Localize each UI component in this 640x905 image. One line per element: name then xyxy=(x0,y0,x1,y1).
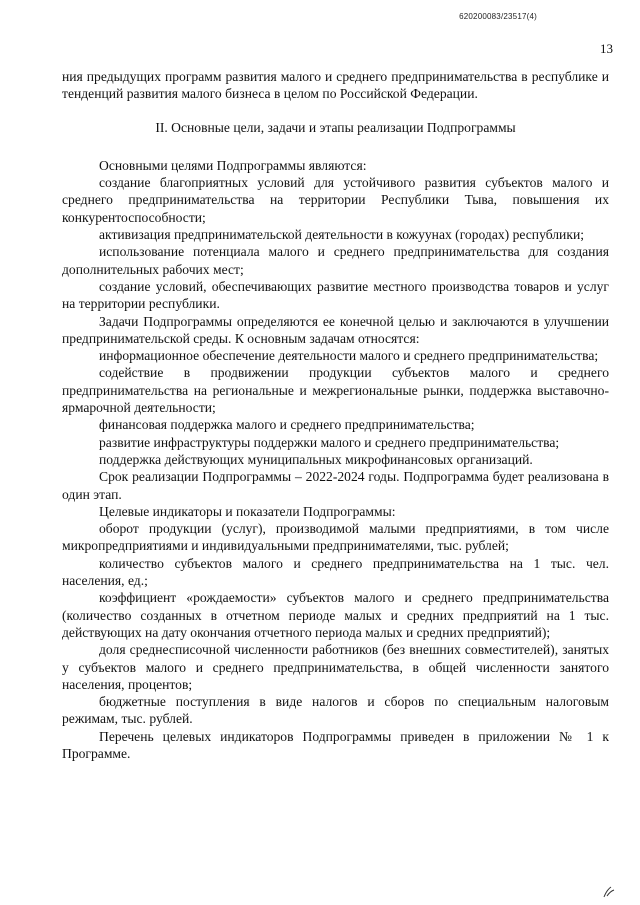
paragraph: поддержка действующих муниципальных микрофинансовых организаций. xyxy=(99,451,533,467)
paragraph: доля среднесписочной численности работников (без внешних совместителей), занятых у субъектов малого и среднего предпринимательства, в общей численности занятого населения, процентов; xyxy=(62,642,609,692)
initials-mark-icon xyxy=(602,885,616,899)
page-number: 13 xyxy=(600,41,613,56)
document-id: 620200083/23517(4) xyxy=(459,12,537,21)
paragraph: бюджетные поступления в виде налогов и сборов по специальным налоговым режимам, тыс. рублей. xyxy=(62,694,609,727)
paragraph: количество субъектов малого и среднего предпринимательства на 1 тыс. чел. населения, ед.; xyxy=(62,555,609,589)
paragraph: активизация предпринимательской деятельности в кожуунах (городах) республики; xyxy=(99,227,584,243)
paragraph: Перечень целевых индикаторов Подпрограммы приведен в приложении № 1 к Программе. xyxy=(62,728,609,761)
paragraph: развитие инфраструктуры поддержки малого и среднего предпринимательства; xyxy=(99,434,560,450)
paragraph: использование потенциала малого и среднего предпринимательства для создания дополнительных рабочих мест; xyxy=(62,244,609,277)
paragraph: информационное обеспечение деятельности малого и среднего предпринимательства; xyxy=(99,348,599,364)
paragraph: финансовая поддержка малого и среднего предпринимательства; xyxy=(99,417,475,433)
section-heading: II. Основные цели, задачи и этапы реализации Подпрограммы xyxy=(155,119,516,135)
paragraph: создание условий, обеспечивающих развитие местного производства товаров и услуг на территории республики. xyxy=(62,278,609,312)
paragraph: Целевые индикаторы и показатели Подпрограммы: xyxy=(99,503,396,519)
paragraph: оборот продукции (услуг), производимой малыми предприятиями, в том числе микропредприятиями и индивидуальными предпринимателями, тыс. рублей; xyxy=(62,521,609,554)
paragraph: Задачи Подпрограммы определяются ее конечной целью и заключаются в улучшении предпринимательской среды. К основным задачам относятся: xyxy=(62,313,609,346)
continued-paragraph: ния предыдущих программ развития малого и среднего предпринимательства в республике и тенденций развития малого бизнеса в целом по Российской Федерации. xyxy=(62,69,609,102)
paragraph: коэффициент «рождаемости» субъектов малого и среднего предпринимательства (количество созданных в отчетном периоде малых и средних предприятий на 1 тыс. действующих на дату окончания отчетного периода малых и средних предприятий); xyxy=(62,590,609,640)
document-body xyxy=(62,68,609,762)
paragraph: содействие в продвижении продукции субъектов малого и среднего предпринимательства на региональные и межрегиональные рынки, поддержка выставочно-ярмарочной деятельности; xyxy=(62,365,609,416)
paragraph: Основными целями Подпрограммы являются: xyxy=(99,157,367,173)
paragraph: Срок реализации Подпрограммы – 2022-2024 годы. Подпрограмма будет реализована в один этап. xyxy=(62,469,609,502)
paragraph: создание благоприятных условий для устойчивого развития субъектов малого и среднего предпринимательства на территории Республики Тыва, повышения их конкурентоспособности; xyxy=(62,175,609,225)
